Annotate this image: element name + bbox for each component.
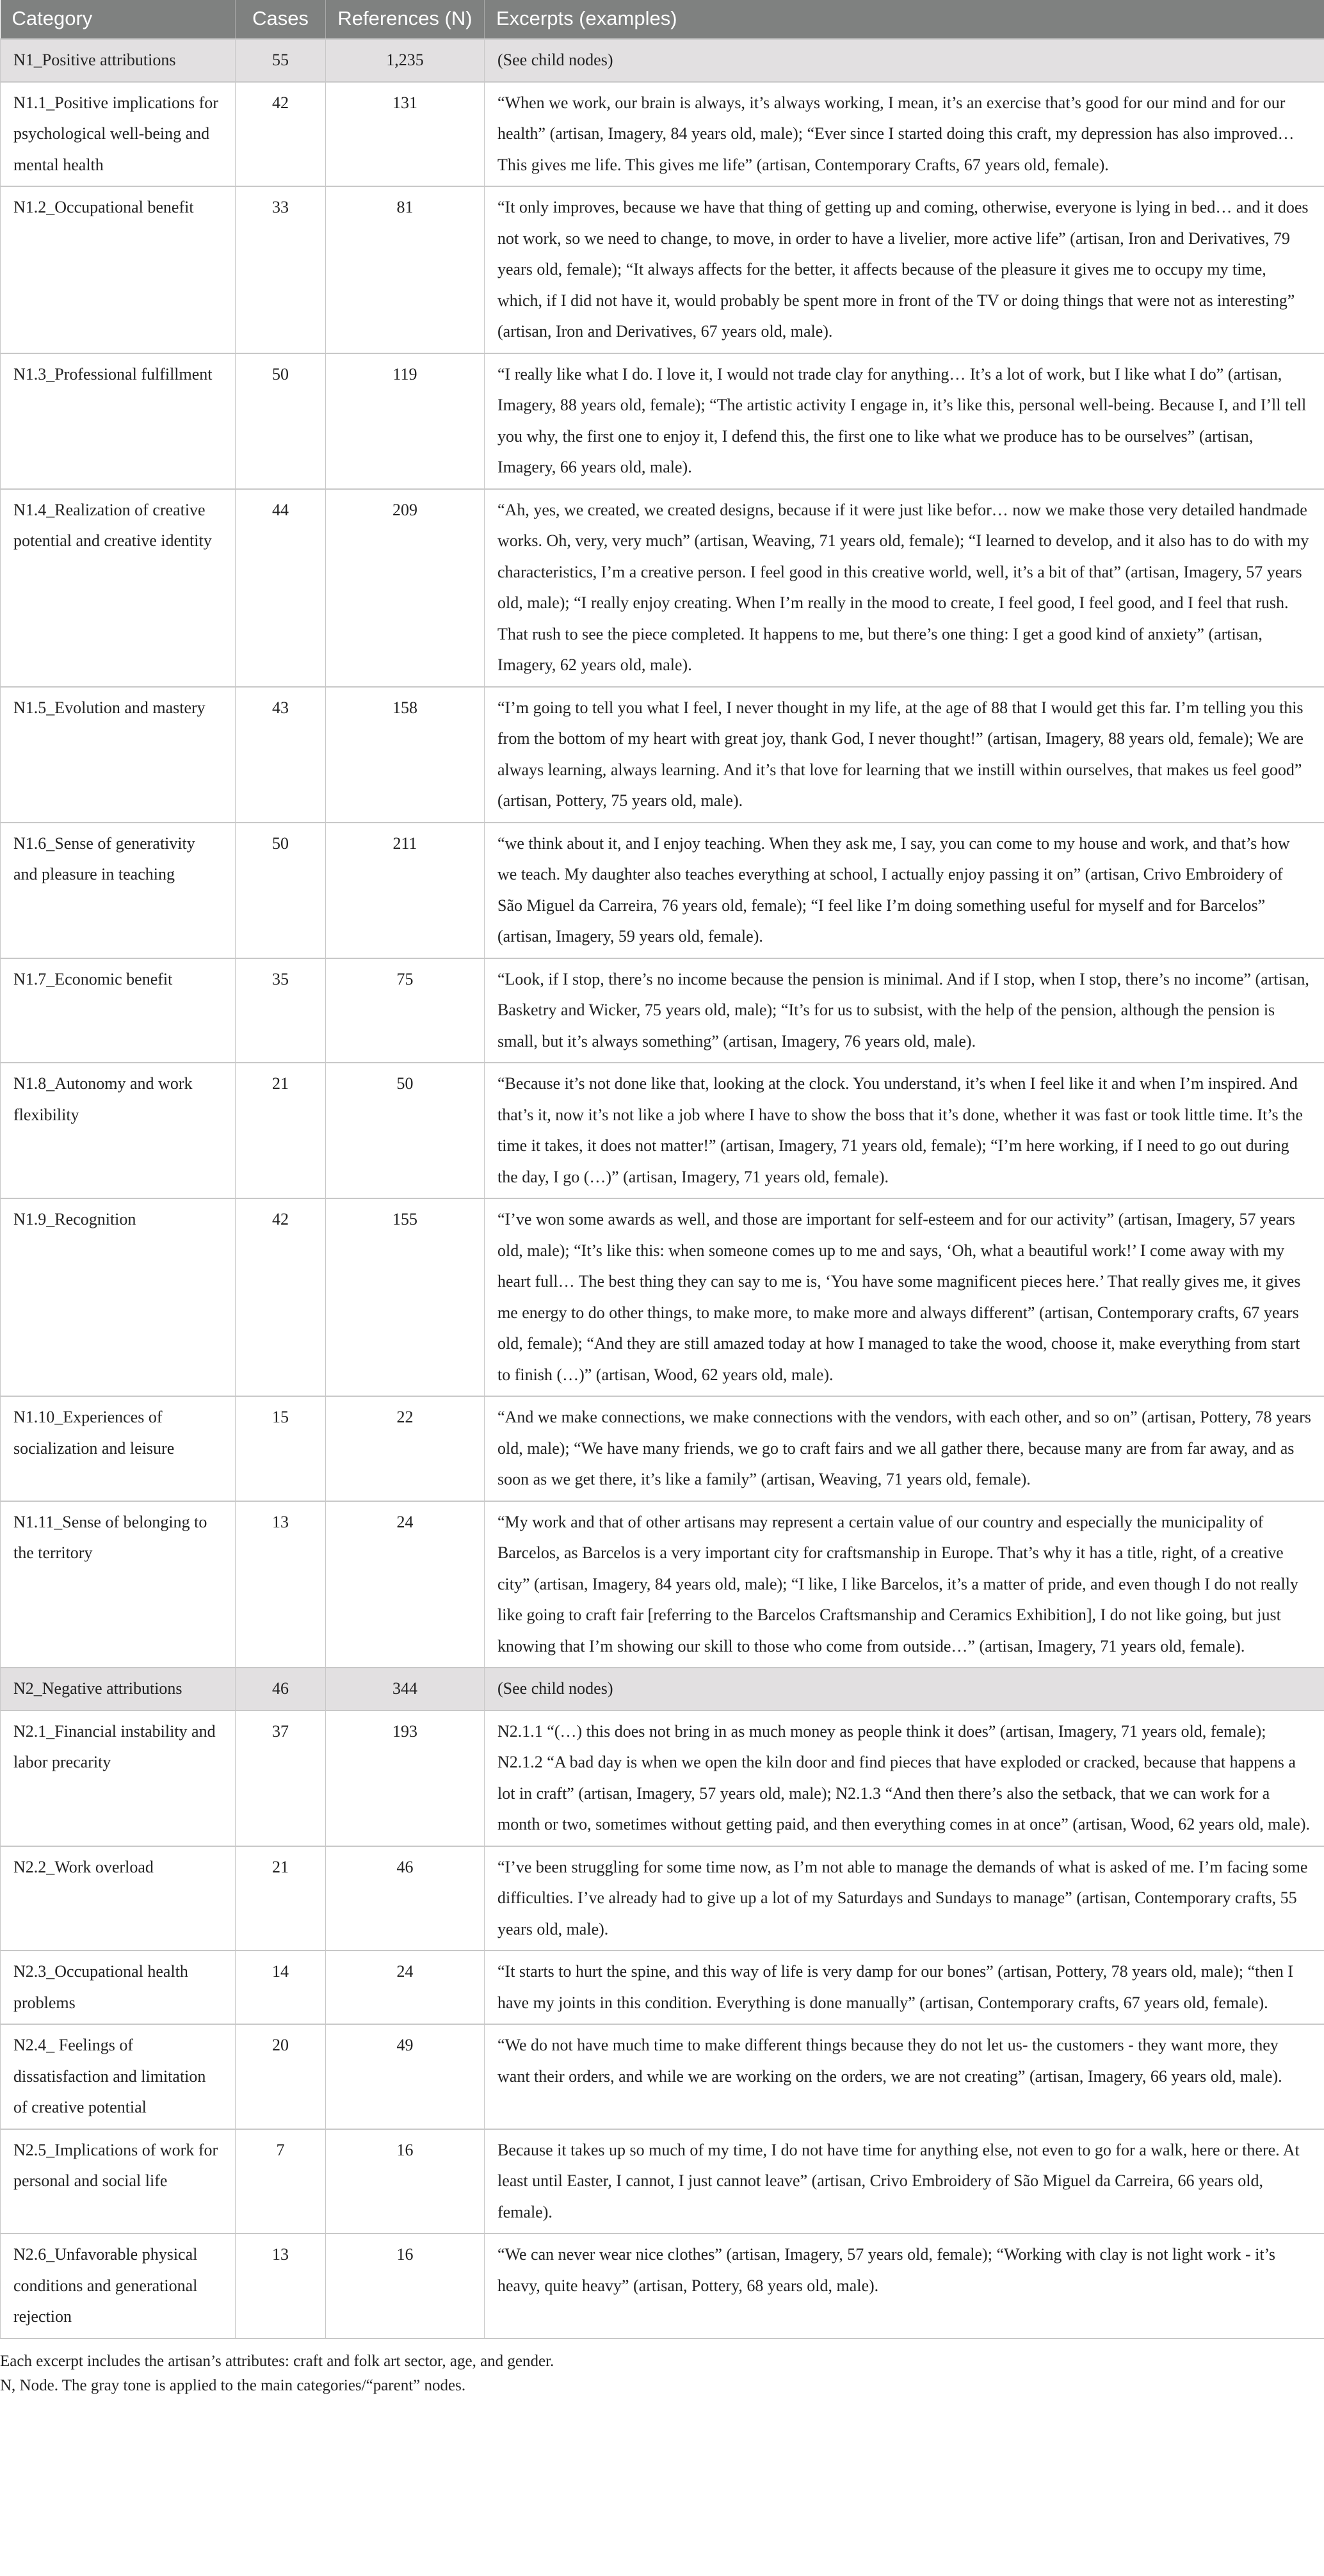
table-row	[1, 353, 1324, 489]
excerpt-cell: “We can never wear nice clothes” (artisan, Imagery, 57 years old, female); “Working with clay is not light work - it’s heavy, quite heavy” (artisan, Pottery, 68 years old, male).	[485, 2234, 1324, 2339]
excerpt-cell: “My work and that of other artisans may represent a certain value of our country and especially the municipality of Barcelos, as Barcelos is a very important city for craftsmanship in Europe. That’s why it has a title, right, of a creative city” (artisan, Imagery, 84 years old, male); “I like, I like Barcelos, it’s a matter of pride, and even though I do not really like going to craft fair [referring to the Barcelos Craftsmanship and Ceramics Exhibition], I do not like going, but just knowing that I’m showing our skill to those who come from outside…” (artisan, Imagery, 71 years old, female).	[485, 1501, 1324, 1668]
parent-category-row	[1, 39, 1324, 82]
excerpt-cell: “we think about it, and I enjoy teaching. When they ask me, I say, you can come to my house and work, and that’s how we teach. My daughter also teaches everything at school, I actually enjoy passing it on” (artisan, Crivo Embroidery of São Miguel da Carreira, 76 years old, female); “I feel like I’m doing something useful for myself and for Barcelos” (artisan, Imagery, 59 years old, female).	[485, 823, 1324, 958]
references-cell: 75	[326, 958, 485, 1063]
cases-cell: 50	[236, 823, 326, 958]
table-row	[1, 489, 1324, 687]
header-references: References (N)	[326, 0, 485, 39]
cases-cell: 42	[236, 1198, 326, 1396]
excerpt-cell: “And we make connections, we make connections with the vendors, with each other, and so on” (artisan, Pottery, 78 years old, male); “We have many friends, we go to craft fairs and we all gather there, because many are from far away, and as soon as we get there, it’s like a family” (artisan, Weaving, 71 years old, female).	[485, 1396, 1324, 1501]
references-cell: 46	[326, 1846, 485, 1951]
references-cell: 22	[326, 1396, 485, 1501]
table-notes	[0, 2339, 1324, 2398]
cases-cell: 43	[236, 687, 326, 823]
table-row	[1, 687, 1324, 823]
references-cell: 344	[326, 1668, 485, 1711]
references-cell: 24	[326, 1501, 485, 1668]
category-cell: N1.1_Positive implications for psychological well-being and mental health	[1, 82, 236, 187]
cases-cell: 20	[236, 2024, 326, 2129]
cases-cell: 7	[236, 2129, 326, 2234]
table-row	[1, 186, 1324, 353]
category-cell: N1.6_Sense of generativity and pleasure in teaching	[1, 823, 236, 958]
excerpt-cell: (See child nodes)	[485, 39, 1324, 82]
references-cell: 16	[326, 2234, 485, 2339]
table-row	[1, 1198, 1324, 1396]
note-1: Each excerpt includes the artisan’s attributes: craft and folk art sector, age, and gender.	[0, 2352, 554, 2370]
excerpt-cell: “Ah, yes, we created, we created designs, because if it were just like befor… now we make those very detailed handmade works. Oh, very, very much” (artisan, Weaving, 71 years old, female); “I learned to develop, and it also has to do with my characteristics, I’m a creative person. I feel good in this creative world, well, it’s a bit of that” (artisan, Imagery, 57 years old, male); “I really enjoy creating. When I’m really in the mood to create, I feel good, I feel good, and I feel that rush. That rush to see the piece completed. It happens to me, but there’s one thing: I get a good kind of anxiety” (artisan, Imagery, 62 years old, male).	[485, 489, 1324, 687]
excerpt-cell: “When we work, our brain is always, it’s always working, I mean, it’s an exercise that’s good for our mind and for our health” (artisan, Imagery, 84 years old, male); “Ever since I started doing this craft, my depression has also improved… This gives me life. This gives me life” (artisan, Contemporary Crafts, 67 years old, female).	[485, 82, 1324, 187]
category-cell: N1.7_Economic benefit	[1, 958, 236, 1063]
references-cell: 1,235	[326, 39, 485, 82]
table-row	[1, 1711, 1324, 1846]
cases-cell: 35	[236, 958, 326, 1063]
category-cell: N1.11_Sense of belonging to the territory	[1, 1501, 236, 1668]
cases-cell: 37	[236, 1711, 326, 1846]
cases-cell: 44	[236, 489, 326, 687]
category-cell: N2.6_Unfavorable physical conditions and generational rejection	[1, 2234, 236, 2339]
references-cell: 158	[326, 687, 485, 823]
category-cell: N1.2_Occupational benefit	[1, 186, 236, 353]
table-row	[1, 823, 1324, 958]
table-row	[1, 2129, 1324, 2234]
references-cell: 155	[326, 1198, 485, 1396]
references-cell: 131	[326, 82, 485, 187]
table-row	[1, 1063, 1324, 1198]
references-cell: 81	[326, 186, 485, 353]
table-row	[1, 1951, 1324, 2024]
excerpt-cell: “Look, if I stop, there’s no income because the pension is minimal. And if I stop, when I stop, there’s no income” (artisan, Basketry and Wicker, 75 years old, male); “It’s for us to subsist, with the help of the pension, although the pension is small, but it’s always something” (artisan, Imagery, 76 years old, male).	[485, 958, 1324, 1063]
cases-cell: 21	[236, 1063, 326, 1198]
table-row	[1, 2024, 1324, 2129]
excerpt-cell: “I’ve won some awards as well, and those are important for self-esteem and for our activity” (artisan, Imagery, 57 years old, male); “It’s like this: when someone comes up to me and says, ‘Oh, what a beautiful work!’ I come away with my heart full… The best thing they can say to me is, ‘You have some magnificent pieces here.’ That really gives me, it gives me energy to do other things, to make more, to make more and always different” (artisan, Contemporary crafts, 67 years old, female); “And they are still amazed today at how I managed to take the wood, choose it, make everything from start to finish (…)” (artisan, Wood, 62 years old, male).	[485, 1198, 1324, 1396]
header-cases: Cases	[236, 0, 326, 39]
excerpt-cell: N2.1.1 “(…) this does not bring in as much money as people think it does” (artisan, Imagery, 71 years old, female); N2.1.2 “A bad day is when we open the kiln door and find pieces that have exploded or cracked, because that happens a lot in craft” (artisan, Imagery, 57 years old, male); N2.1.3 “And then there’s also the setback, that we can work for a month or two, sometimes without getting paid, and then everything comes in at once” (artisan, Wood, 62 years old, male).	[485, 1711, 1324, 1846]
category-cell: N1_Positive attributions	[1, 39, 236, 82]
category-cell: N1.9_Recognition	[1, 1198, 236, 1396]
category-cell: N2.2_Work overload	[1, 1846, 236, 1951]
table-row	[1, 1846, 1324, 1951]
excerpt-cell: (See child nodes)	[485, 1668, 1324, 1711]
cases-cell: 14	[236, 1951, 326, 2024]
cases-cell: 21	[236, 1846, 326, 1951]
category-cell: N2_Negative attributions	[1, 1668, 236, 1711]
category-cell: N1.8_Autonomy and work flexibility	[1, 1063, 236, 1198]
category-cell: N2.5_Implications of work for personal and social life	[1, 2129, 236, 2234]
references-cell: 211	[326, 823, 485, 958]
excerpt-cell: “It only improves, because we have that thing of getting up and coming, otherwise, everyone is lying in bed… and it does not work, so we need to change, to move, in order to have a livelier, more active life” (artisan, Iron and Derivatives, 79 years old, female); “It always affects for the better, it affects because of the pleasure it gives me to occupy my time, which, if I did not have it, would probably be spent more in front of the TV or doing things that were not as interesting” (artisan, Iron and Derivatives, 67 years old, male).	[485, 186, 1324, 353]
category-cell: N1.3_Professional fulfillment	[1, 353, 236, 489]
excerpt-cell: “I’ve been struggling for some time now, as I’m not able to manage the demands of what is asked of me. I’m facing some difficulties. I’ve already had to give up a lot of my Saturdays and Sundays to manage” (artisan, Contemporary crafts, 55 years old, male).	[485, 1846, 1324, 1951]
excerpt-cell: Because it takes up so much of my time, I do not have time for anything else, not even to go for a walk, here or there. At least until Easter, I cannot, I just cannot leave” (artisan, Crivo Embroidery of São Miguel da Carreira, 66 years old, female).	[485, 2129, 1324, 2234]
category-cell: N2.4_ Feelings of dissatisfaction and limitation of creative potential	[1, 2024, 236, 2129]
header-excerpts: Excerpts (examples)	[485, 0, 1324, 39]
cases-cell: 46	[236, 1668, 326, 1711]
cases-cell: 33	[236, 186, 326, 353]
category-cell: N1.10_Experiences of socialization and leisure	[1, 1396, 236, 1501]
table-row	[1, 2234, 1324, 2339]
note-2: N, Node. The gray tone is applied to the main categories/“parent” nodes.	[0, 2376, 466, 2394]
cases-cell: 42	[236, 82, 326, 187]
references-cell: 24	[326, 1951, 485, 2024]
category-cell: N1.5_Evolution and mastery	[1, 687, 236, 823]
references-cell: 50	[326, 1063, 485, 1198]
excerpt-cell: “Because it’s not done like that, looking at the clock. You understand, it’s when I feel like it and when I’m inspired. And that’s it, now it’s not like a job where I have to show the boss that it’s done, whether it was fast or took little time. It’s the time it takes, it does not matter!” (artisan, Imagery, 71 years old, female); “I’m here working, if I need to go out during the day, I go (…)” (artisan, Imagery, 71 years old, female).	[485, 1063, 1324, 1198]
excerpt-cell: “We do not have much time to make different things because they do not let us- the customers - they want more, they want their orders, and while we are working on the orders, we are not creating” (artisan, Imagery, 66 years old, male).	[485, 2024, 1324, 2129]
references-cell: 49	[326, 2024, 485, 2129]
cases-cell: 13	[236, 1501, 326, 1668]
table-row	[1, 1396, 1324, 1501]
table-body	[1, 39, 1324, 2339]
excerpt-cell: “It starts to hurt the spine, and this way of life is very damp for our bones” (artisan, Pottery, 78 years old, male); “then I have my joints in this condition. Everything is done manually” (artisan, Contemporary crafts, 67 years old, female).	[485, 1951, 1324, 2024]
table-row	[1, 1501, 1324, 1668]
cases-cell: 13	[236, 2234, 326, 2339]
cases-cell: 15	[236, 1396, 326, 1501]
references-cell: 209	[326, 489, 485, 687]
table-row	[1, 82, 1324, 187]
references-cell: 16	[326, 2129, 485, 2234]
category-cell: N2.1_Financial instability and labor precarity	[1, 1711, 236, 1846]
header-category: Category	[1, 0, 236, 39]
cases-cell: 55	[236, 39, 326, 82]
table-row	[1, 958, 1324, 1063]
excerpt-cell: “I’m going to tell you what I feel, I never thought in my life, at the age of 88 that I would get this far. I’m telling you this from the bottom of my heart with great joy, thank God, I never thought!” (artisan, Imagery, 88 years old, female); We are always learning, always learning. And it’s that love for learning that we instill within ourselves, that makes us feel good” (artisan, Pottery, 75 years old, male).	[485, 687, 1324, 823]
excerpt-cell: “I really like what I do. I love it, I would not trade clay for anything… It’s a lot of work, but I like what I do” (artisan, Imagery, 88 years old, female); “The artistic activity I engage in, it’s like this, personal well-being. Because I, and I’ll tell you why, the first one to enjoy it, I defend this, the first one to like what we produce has to be ourselves” (artisan, Imagery, 66 years old, male).	[485, 353, 1324, 489]
cases-cell: 50	[236, 353, 326, 489]
category-cell: N1.4_Realization of creative potential and creative identity	[1, 489, 236, 687]
references-cell: 193	[326, 1711, 485, 1846]
table-header-row	[1, 0, 1324, 39]
references-cell: 119	[326, 353, 485, 489]
category-cell: N2.3_Occupational health problems	[1, 1951, 236, 2024]
parent-category-row	[1, 1668, 1324, 1711]
